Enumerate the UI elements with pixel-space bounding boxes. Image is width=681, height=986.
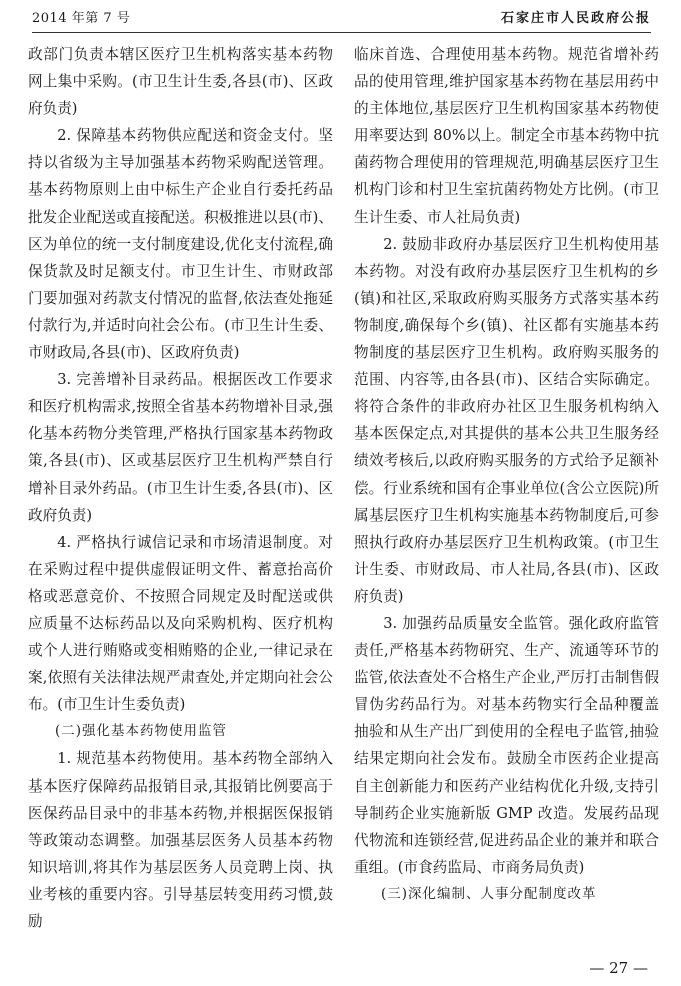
paragraph-quality-supervision: 3. 加强药品质量安全监管。强化政府监管责任,严格基本药物研究、生产、流通等环节的监管,依法查处不合格生产企业,严厉打击制售假冒伪劣药品行为。对基本药物实行全品种覆盖抽验和从生产出厂到使用的全程电子监管,抽验结果定期向社会发布。鼓励全市医药企业提高自主创新能力和医药产业结构优化升级,支持引导制药企业实施新版 GMP 改造。发展药品现代物流和连锁经营,促进药品企业的兼并和联合重组。(市食药监局、市商务局负责) — [354, 614, 659, 876]
running-header — [32, 6, 651, 33]
paragraph-continuation-right: 临床首选、合理使用基本药物。规范省增补药品的使用管理,维护国家基本药物在基层用药中的主体地位,基层医疗卫生机构国家基本药物使用率要达到 80%以上。制定全市基本药物中抗菌药物合理使用的管理规范,明确基层医疗卫生机构门诊和村卫生室抗菌药物处方比例。(市卫生计生委、市人社局负责) — [354, 46, 659, 226]
subheading-usage-supervision: (二)强化基本药物使用监管 — [55, 723, 228, 740]
paragraph-supplementary-catalog: 3. 完善增补目录药品。根据医改工作要求和医疗机构需求,按照全省基本药物增补目录,强化基本药物分类管理,严格执行国家基本药物政策,各县(市)、区或基层医疗卫生机构严禁自行增补目录外药品。(市卫生计生委,各县(市)、区政府负责) — [28, 371, 333, 524]
page-number: — 27 — — [589, 959, 648, 977]
issue-label: 2014 年第 7 号 — [32, 11, 131, 26]
paragraph-supply-distribution: 2. 保障基本药物供应配送和资金支付。坚持以省级为主导加强基本药物采购配送管理。基本药物原则上由中标生产企业自行委托药品批发企业配送或直接配送。积极推进以县(市)、区为单位的统一支付制度建设,优化支付流程,确保货款及时足额支付。市卫生计生、市财政部门要加强对药款支付情况的监督,依法查处拖延付款行为,并适时向社会公布。(市卫生计生委、市财政局,各县(市)、区政府负责) — [28, 127, 333, 362]
right-column — [354, 41, 659, 908]
publication-title: 石家庄市人民政府公报 — [500, 11, 651, 26]
paragraph-continuation: 政部门负责本辖区医疗卫生机构落实基本药物网上集中采购。(市卫生计生委,各县(市)、区政府负责) — [28, 46, 333, 118]
paragraph-non-government-institutions: 2. 鼓励非政府办基层医疗卫生机构使用基本药物。对没有政府办基层医疗卫生机构的乡(镇)和社区,采取政府购买服务方式落实基本药物制度,确保每个乡(镇)、社区都有实施基本药物制度的基层医疗卫生机构。政府购买服务的范围、内容等,由各县(市)、区结合实际确定。将符合条件的非政府办社区卫生服务机构纳入基本医保定点,对其提供的基本公共卫生服务经绩效考核后,以政府购买服务的方式给予足额补偿。行业系统和国有企事业单位(含公立医院)所属基层医疗卫生机构实施基本药物制度后,可参照执行政府办基层医疗卫生机构政策。(市卫生计生委、市财政局、市人社局,各县(市)、区政府负责) — [354, 235, 659, 605]
paragraph-standardize-usage: 1. 规范基本药物使用。基本药物全部纳入基本医疗保障药品报销目录,其报销比例要高于医保药品目录中的非基本药物,并根据医保报销等政策动态调整。加强基层医务人员基本药物知识培训,将其作为基层医务人员竞聘上岗、执业考核的重要内容。引导基层转变用药习惯,鼓励 — [28, 750, 333, 930]
paragraph-credit-record: 4. 严格执行诚信记录和市场清退制度。对在采购过程中提供虚假证明文件、蓄意抬高价格或恶意竞价、不按照合同规定及时配送或供应质量不达标药品以及向采购机构、医疗机构或个人进行贿赂或变相贿赂的企业,一律记录在案,依照有关法律法规严肃查处,并定期向社会公布。(市卫生计生委负责) — [28, 533, 333, 714]
left-column — [28, 41, 333, 935]
subheading-reform: (三)深化编制、人事分配制度改革 — [381, 885, 597, 902]
